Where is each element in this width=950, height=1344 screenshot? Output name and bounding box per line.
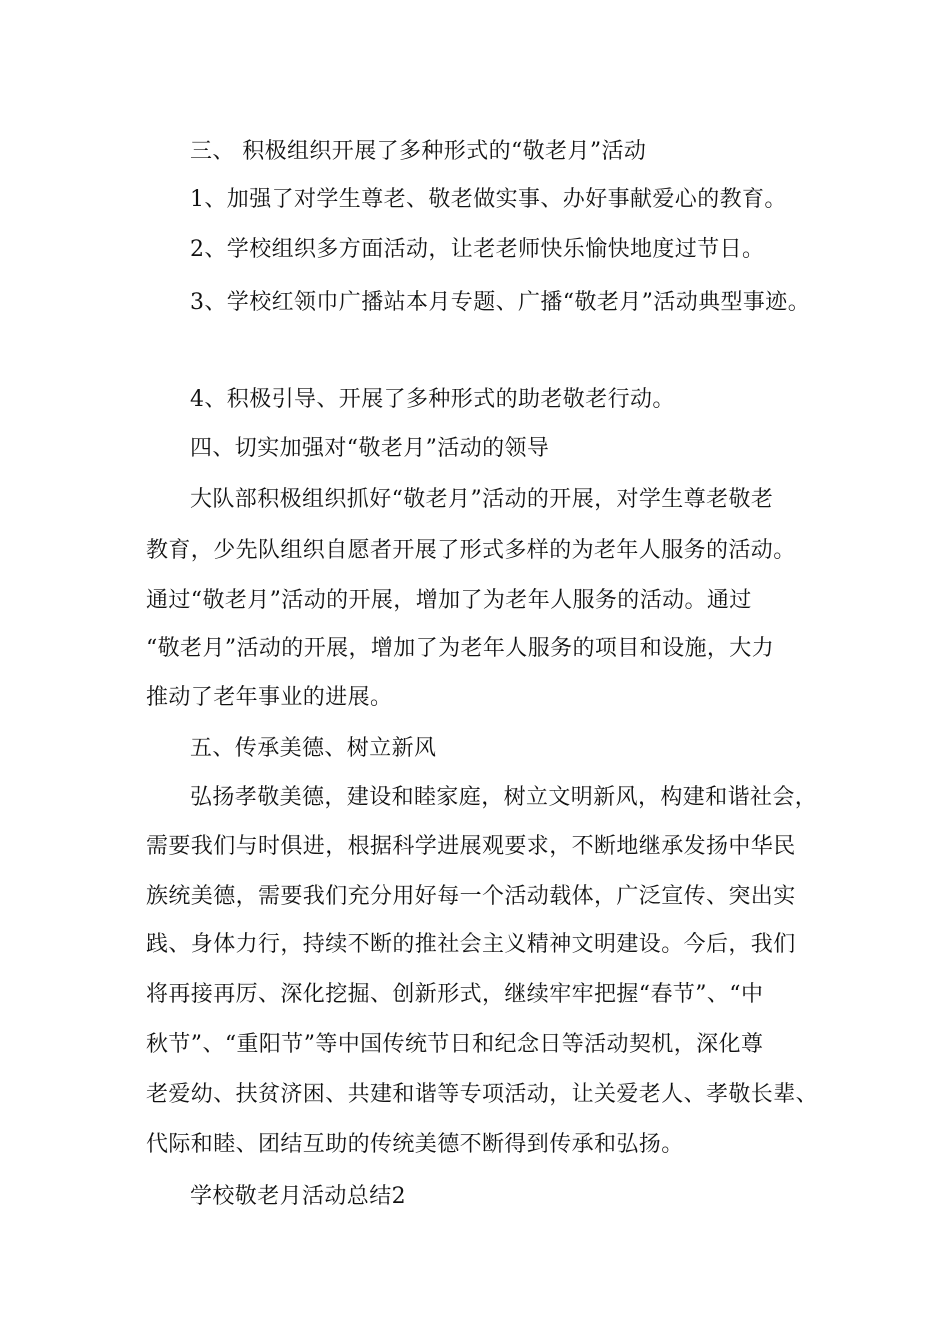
paragraph-line: 需要我们与时俱进，根据科学进展观要求，不断地继承发扬中华民 [146, 834, 796, 859]
paragraph-line: 将再接再厉、深化挖掘、创新形式，继续牢牢把握“春节”、“中 [146, 982, 764, 1007]
section-heading-4: 四、切实加强对“敬老月”活动的领导 [190, 436, 550, 461]
section-heading-3: 三、 积极组织开展了多种形式的“敬老月”活动 [190, 139, 647, 164]
section-heading-5: 五、传承美德、树立新风 [190, 736, 437, 761]
paragraph-line: 教育，少先队组织自愿者开展了形式多样的为老年人服务的活动。 [146, 538, 796, 563]
list-item-3: 3、学校红领巾广播站本月专题、广播“敬老月”活动典型事迹。 [190, 290, 811, 315]
list-item-2: 2、学校组织多方面活动，让老老师快乐愉快地度过节日。 [190, 237, 765, 262]
next-section-title: 学校敬老月活动总结2 [190, 1184, 406, 1209]
paragraph-line: 践、身体力行，持续不断的推社会主义精神文明建设。今后，我们 [146, 932, 796, 957]
paragraph-line: 弘扬孝敬美德，建设和睦家庭，树立文明新风，构建和谐社会， [190, 785, 818, 810]
paragraph-line: “敬老月”活动的开展，增加了为老年人服务的项目和设施，大力 [146, 636, 775, 661]
list-item-4: 4、积极引导、开展了多种形式的助老敬老行动。 [190, 387, 675, 412]
paragraph-line: 代际和睦、团结互助的传统美德不断得到传承和弘扬。 [146, 1132, 684, 1157]
paragraph-line: 大队部积极组织抓好“敬老月”活动的开展，对学生尊老敬老 [190, 487, 774, 512]
paragraph-line: 秋节”、“重阳节”等中国传统节日和纪念日等活动契机，深化尊 [146, 1032, 764, 1057]
list-item-1: 1、加强了对学生尊老、敬老做实事、办好事献爱心的教育。 [190, 187, 787, 212]
paragraph-line: 老爱幼、扶贫济困、共建和谐等专项活动，让关爱老人、孝敬长辈、 [146, 1082, 819, 1107]
paragraph-line: 族统美德，需要我们充分用好每一个活动载体，广泛宣传、突出实 [146, 884, 796, 909]
paragraph-line: 推动了老年事业的进展。 [146, 685, 393, 710]
paragraph-line: 通过“敬老月”活动的开展，增加了为老年人服务的活动。通过 [146, 588, 752, 613]
